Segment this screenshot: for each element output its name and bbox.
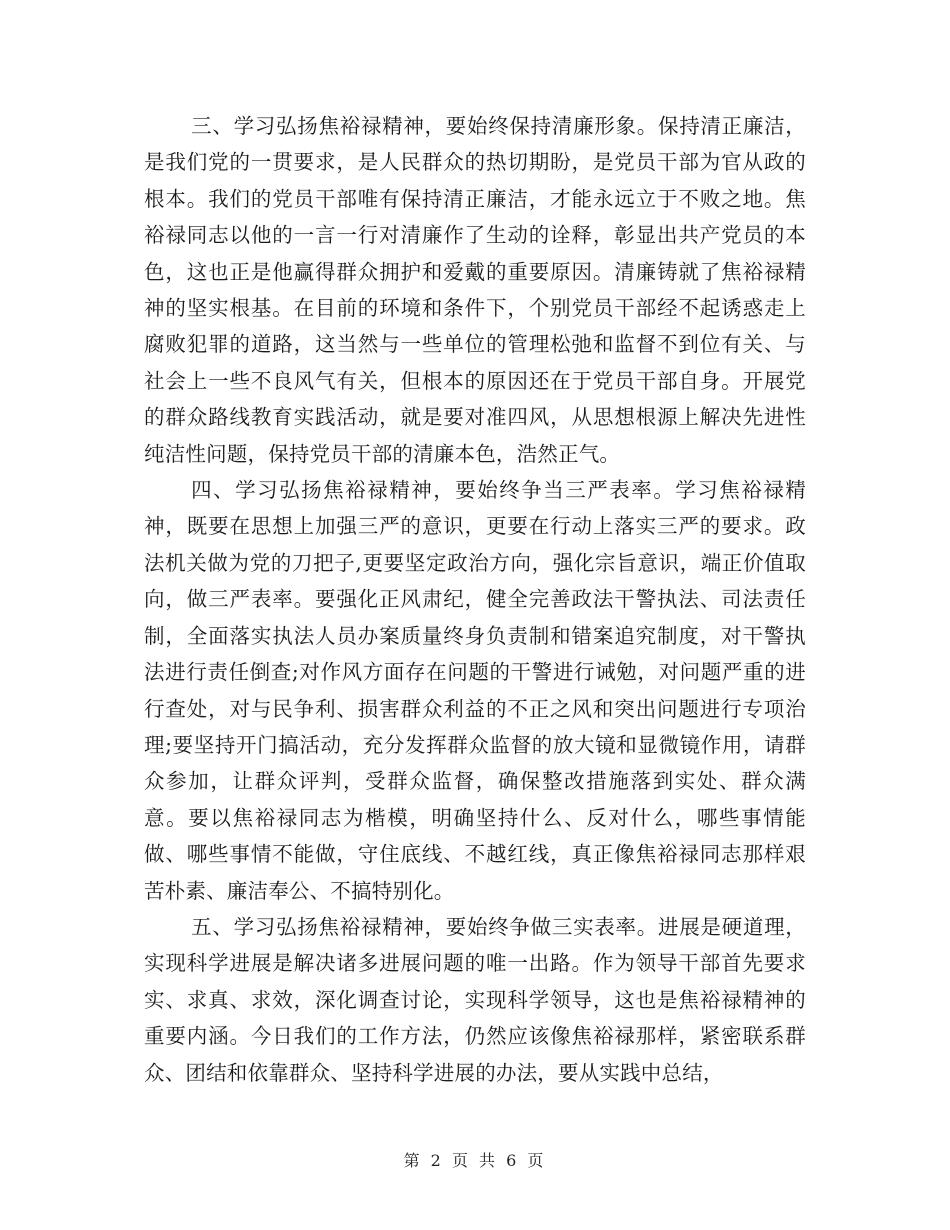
document-body xyxy=(144,108,806,1091)
paragraph-three: 三、学习弘扬焦裕禄精神，要始终保持清廉形象。保持清正廉洁，是我们党的一贯要求，是人民群众的热切期盼，是党员干部为官从政的根本。我们的党员干部唯有保持清正廉洁，才能永远立于不败之地。焦裕禄同志以他的一言一行对清廉作了生动的诠释，彰显出共产党员的本色，这也正是他赢得群众拥护和爱戴的重要原因。清廉铸就了焦裕禄精神的坚实根基。在目前的环境和条件下，个别党员干部经不起诱惑走上腐败犯罪的道路，这当然与一些单位的管理松弛和监督不到位有关、与社会上一些不良风气有关，但根本的原因还在于党员干部自身。开展党的群众路线教育实践活动，就是要对准四风，从思想根源上解决先进性纯洁性问题，保持党员干部的清廉本色，浩然正气。 xyxy=(144,114,806,466)
paragraph-five: 五、学习弘扬焦裕禄精神，要始终争做三实表率。进展是硬道理，实现科学进展是解决诸多进展问题的唯一出路。作为领导干部首先要求实、求真、求效，深化调查讨论，实现科学领导，这也是焦裕禄精神的重要内涵。今日我们的工作方法，仍然应该像焦裕禄那样，紧密联系群众、团结和依靠群众、坚持科学进展的办法，要从实践中总结， xyxy=(144,914,806,1085)
page-number-footer: 第 2 页 共 6 页 xyxy=(403,1151,547,1170)
paragraph-four: 四、学习弘扬焦裕禄精神，要始终争当三严表率。学习焦裕禄精神，既要在思想上加强三严的意识，更要在行动上落实三严的要求。政法机关做为党的刀把子,更要坚定政治方向，强化宗旨意识，端正价值取向，做三严表率。要强化正风肃纪，健全完善政法干警执法、司法责任制，全面落实执法人员办案质量终身负责制和错案追究制度，对干警执法进行责任倒查;对作风方面存在问题的干警进行诫勉，对问题严重的进行查处，对与民争利、损害群众利益的不正之风和突出问题进行专项治理;要坚持开门搞活动，充分发挥群众监督的放大镜和显微镜作用，请群众参加，让群众评判，受群众监督，确保整改措施落到实处、群众满意。要以焦裕禄同志为楷模，明确坚持什么、反对什么，哪些事情能做、哪些事情不能做，守住底线、不越红线，真正像焦裕禄同志那样艰苦朴素、廉洁奉公、不搞特别化。 xyxy=(144,478,806,903)
